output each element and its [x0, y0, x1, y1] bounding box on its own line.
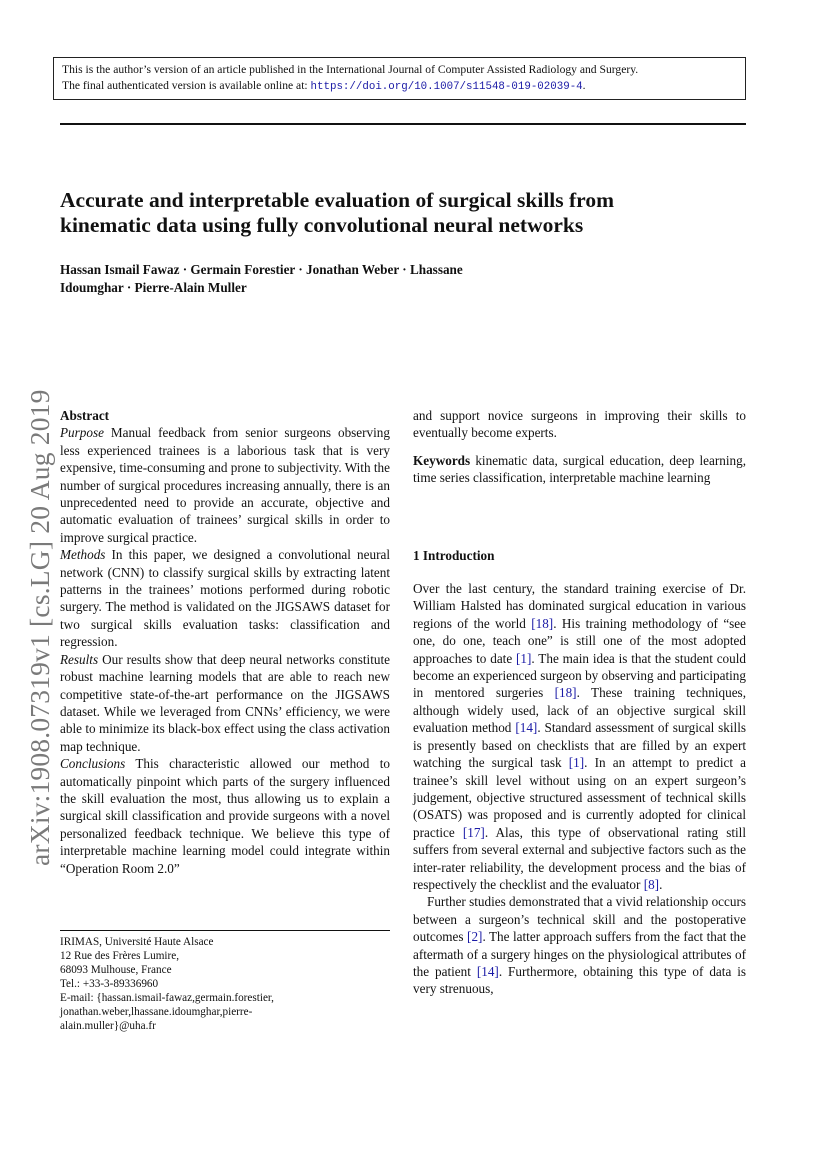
abstract-heading: Abstract: [60, 408, 110, 423]
keywords-text: kinematic data, surgical education, deep learning, time series classification, interpretable machine learning: [413, 452, 746, 486]
intro-text: . His training methodology of “see one, do one, teach one” is still one of the most adopted approaches to date: [413, 615, 747, 666]
citation-link[interactable]: [17]: [462, 824, 485, 840]
citation-link[interactable]: [1]: [516, 650, 532, 666]
left-column: [60, 407, 390, 877]
intro-text: . In an attempt to predict a trainee’s skill level without using on an expert surgeon’s judgement, objective structured assessment of technical skills (OSATS) was proposed and is currently adopted for clinical practice: [413, 755, 746, 840]
paper-title: [60, 188, 750, 238]
citation-link[interactable]: [2]: [467, 929, 483, 945]
intro-text: . Standard assessment of surgical skills is presently based on checklists that are filled by an expert watching the surgical task: [413, 720, 747, 771]
intro-text: . Furthermore, obtaining this type of data is very strenuous,: [413, 963, 746, 997]
intro-text: . The latter approach suffers from the fact that the aftermath of a surgery hinges on the physiological attributes of the patient: [413, 929, 746, 979]
results-text: Our results show that deep neural networks constitute robust machine learning models that are able to reach new competitive state-of-the-art performance on the JIGSAWS dataset. While we leveraged from CNNs’ efficiency, we were able to minimize its black-box effect using the class activation map technique.: [60, 651, 390, 754]
intro-text: Over the last century, the standard training exercise of Dr. William Halsted has dominated surgical education in various regions of the world: [413, 581, 746, 631]
conclusions-text: This characteristic allowed our method to automatically pinpoint which parts of the surgery influenced the skill evaluation the most, thus allowing us to explain a surgical skill classification and provide surgeons with a novel personalized feedback technique. We believe this type of interpretable machine learning model could integrate within “Operation Room 2.0”: [60, 756, 390, 876]
purpose-text: Manual feedback from senior surgeons observing less experienced trainees is a laborious task that is very expensive, time-consuming and prone to subjectivity. With the number of surgical procedures increasing annually, there is an unprecedented need to provide an accurate, objective and automatic evaluation of trainees’ surgical skills in order to improve surgical practice.: [60, 425, 390, 545]
abstract-conclusions: [60, 755, 390, 877]
doi-link[interactable]: https://doi.org/10.1007/s11548-019-02039-4: [310, 80, 583, 93]
footnote-line: IRIMAS, Université Haute Alsace: [60, 936, 214, 948]
conclusions-label: Conclusions: [60, 756, 126, 772]
notice-line-2: [62, 78, 737, 96]
abstract-continuation: and support novice surgeons in improving their skills to eventually become experts.: [413, 408, 746, 441]
notice-suffix: .: [582, 78, 586, 92]
footnote-line: alain.muller}@uha.fr: [60, 1020, 156, 1032]
keywords: [413, 452, 746, 487]
notice-prefix: The final authenticated version is available online at:: [62, 78, 311, 92]
right-column: [413, 407, 746, 998]
section-heading-introduction: 1 Introduction: [413, 547, 495, 563]
citation-link[interactable]: [18]: [554, 685, 577, 701]
author-list: [60, 261, 620, 297]
abstract-purpose: [60, 424, 390, 546]
title-line-2: kinematic data using fully convolutional neural networks: [60, 213, 584, 237]
results-label: Results: [60, 651, 99, 667]
title-line-1: Accurate and interpretable evaluation of surgical skills from: [60, 188, 614, 212]
citation-link[interactable]: [1]: [568, 755, 585, 771]
affiliation-footnote: [60, 935, 390, 1033]
intro-paragraph-1: [413, 580, 746, 893]
intro-paragraph-2: [413, 893, 746, 997]
authors-line-1: Hassan Ismail Fawaz · Germain Forestier · Jonathan Weber · Lhassane: [60, 262, 463, 277]
footnote-line: E-mail: {hassan.ismail-fawaz,germain.forestier,: [60, 992, 274, 1004]
citation-link[interactable]: [8]: [643, 876, 660, 892]
citation-link[interactable]: [14]: [515, 720, 538, 736]
footnote-line: jonathan.weber,lhassane.idoumghar,pierre-: [60, 1006, 253, 1018]
citation-link[interactable]: [18]: [531, 615, 554, 631]
arxiv-stamp: arXiv:1908.07319v1 [cs.LG] 20 Aug 2019: [24, 389, 55, 866]
citation-link[interactable]: [14]: [476, 963, 499, 979]
methods-text: In this paper, we designed a convolutional neural network (CNN) to classify surgical skills by extracting latent patterns in the trainees’ motions performed during robotic surgery. The method is validated on the JIGSAWS dataset for two surgical skills evaluation tasks: classification and regression.: [60, 547, 390, 650]
purpose-label: Purpose: [60, 425, 104, 441]
footnote-rule: [60, 930, 390, 931]
intro-text: Further studies demonstrated that a vivid relationship occurs between a surgeon’s technical skill and the postoperative outcomes: [413, 894, 746, 945]
notice-line-1: This is the author’s version of an article published in the International Journal of Computer Assisted Radiology and Surgery.: [62, 63, 639, 76]
footnote-line: 68093 Mulhouse, France: [60, 964, 172, 976]
intro-text: . The main idea is that the student could become an experienced surgeon by observing and participating in mentored surgeries: [413, 650, 746, 701]
footnote-line: 12 Rue des Frères Lumire,: [60, 950, 179, 962]
abstract-results: [60, 651, 390, 755]
publication-notice: [53, 57, 746, 100]
intro-text: .: [659, 876, 663, 892]
intro-text: . These training techniques, although widely used, lack of an objective surgical skill evaluation method: [413, 685, 746, 736]
authors-line-2: Idoumghar · Pierre-Alain Muller: [60, 280, 247, 295]
keywords-label: Keywords: [413, 452, 471, 468]
header-rule: [60, 123, 746, 125]
footnote-line: Tel.: +33-3-89336960: [60, 978, 159, 990]
intro-text: . Alas, this type of observational rating still suffers from several external and subjective factors such as the inter-rater reliability, the development process and the bias of respectively the checklist and the evaluator: [413, 824, 746, 892]
methods-label: Methods: [60, 547, 106, 563]
abstract-methods: [60, 546, 390, 650]
